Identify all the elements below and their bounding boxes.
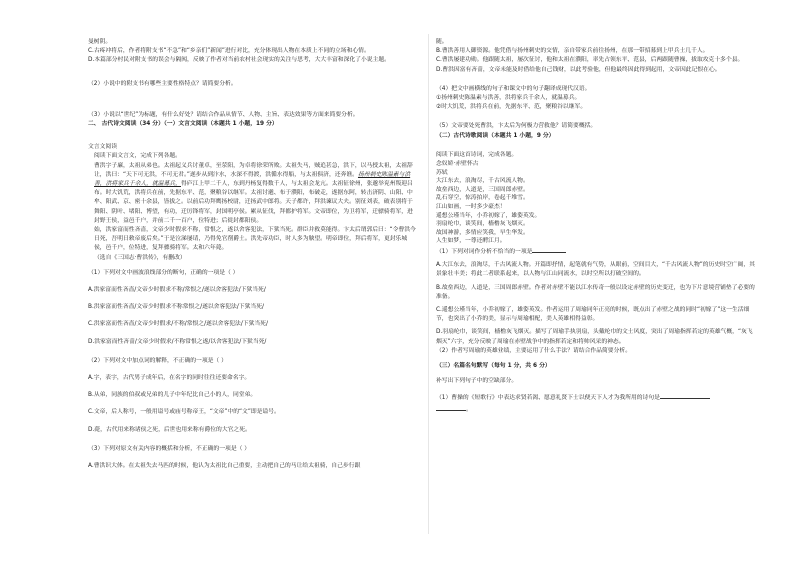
q3-option-c[interactable]: C.曹洪屡建功勋。他跟随太祖，屡次征讨，他和太祖在濮阳，率先占领东平、范县，后两跟随曹操，拔取攻克十多个县。 [436,57,744,64]
question-2: （2）小说中的附支书有哪些主要性格特点？请简要分析。 [88,80,237,87]
answer-blank[interactable] [532,246,566,253]
passage-text: 得庐江上甲二千人，东到丹杨复得数千人，与太祖会龙亢。太祖征徐州，张邈举兖州叛迎吕布。时大饥荒，洪将兵在前，先据东平、范，聚粮谷以继军。太祖讨邈、布于濮阳，布破走，遂据东阿，转击济阴、山阳、中牟、阳武、京、密十余县，皆拔之。以前后功拜鹰扬校尉，迁扬武中郎将。天子都许，拜洪谏议大夫。别征刘表，破表别将于舞阳、阴叶、堵阳、博望，有功，迁厉锋将军，封国明亭侯。累从征伐，拜都护将军。文帝即位，为卫将军，迁骠骑将军，进封野王侯，益邑千户，并前二千一百户，位特进；后徙封都阳侯。 [94,181,413,224]
text-line: 曼树阴。 [88,39,112,45]
option-c: C.古疼冲将后，作者将附支书“不急”和“乡亲们”新闻”进行对比，充分体现出人物在本质上不同的立场和心情。 [88,48,370,55]
poem-q1-option-d[interactable]: D.羽扇纶巾，谈笑间，樯橹灰飞烟灭。描写了周瑜手执羽扇，头戴纶巾的文士风度，突出了周瑜指挥若定的英雄气概，“灰飞烟灭”六字，充分反映了周瑜在赤壁战争中的指挥若定和将帅风采的神态。 [436,329,753,345]
poem-q2-stem: （2）作者写周瑜的英雄业绩，主要运用了什么手法？请结合作品简要分析。 [436,347,631,354]
poem-author: 苏轼 [436,169,448,176]
passage-text: 曹洪字子廉，太祖从弟也。太祖起义兵讨董卓，至荥阳，为卓将徐荣所败。太祖失马，贼追甚急，洪下，以马授太祖，太祖辞让，洪曰：“天下可无洪，不可无君。”遂步从到汴水，水深不得渡，洪循水得船，与太祖俱济，还奔谯。 [94,162,413,178]
fill-1-end: 。 [466,406,472,413]
poem-q1-option-b[interactable]: B.故垒西边，人道是，三国周郎赤壁。作者对赤壁不能以江水传奇一般以设定赤壁的历史变迁，也为下片意境营铺垫了必要的准备。 [436,284,755,300]
q1-option-c[interactable]: C.洪家富而性吝啬/文帝少时假求/不称/常恨之/遂以舍客犯法/下狱当死/ [88,321,268,328]
reading-intro: 阅读下面文言文，完成下列各题。 [94,153,181,160]
underlined-sentence: 扬州刺史陈温素与洪善，洪将家兵千余人，就温募兵， [94,171,411,188]
q2-option-b[interactable]: B.从弟，同族的伯叔或兄弟的儿子中年纪比自己小的人，同堂弟。 [88,392,257,399]
q2-option-a[interactable]: A.字，表字，古代男子成年后，在名字的同时往往还要命名字。 [88,375,251,382]
fill-intro: 补写出下列句子中的空缺部分。 [436,378,518,385]
right-column [436,38,758,415]
section-3-heading: （三）名篇名句默写（每句 1 分，共 6 分） [436,363,551,369]
text-line: 随。 [436,39,448,45]
q4-item-1: ①扬州刺史陈温素与洪善，洪将家兵千余人，就温募兵。 [436,95,581,102]
q2-option-d[interactable]: D.薨，古代用来称诸侯之死，后世也用来称有爵位的大官之死。 [88,426,251,433]
q2-stem: （2）下列对文中加点词的解释，不正确的一项是（ ） [88,357,227,364]
passage-source: （选自《三国志·曹洪传》，有删改） [94,254,186,261]
q1-option-d[interactable]: D.洪家富而性吝啬/文帝少时假求/不称常恨之遂/以舍客犯法/下狱当死/ [88,338,267,345]
q1-stem: （1）下列对文中画波浪线部分的断句，正确的一项是（ ） [88,269,239,276]
question-3: （3）小说以“世纪”为标题，有什么好处？请结合作品从情节、人物、主旨、表达效果等方面来简要分析。 [88,111,359,118]
poem-line: 江山如画，一时多少豪杰！ [436,204,506,210]
fill-1-text: （1）曹操的《短歌行》中表达求贤若渴、愿意礼贤下士以便天下人才为我所用的诗句是 [436,395,660,402]
poem [436,160,758,246]
poem-line: 大江东去，浪淘尽，千古风流人物。 [436,178,529,185]
poem-line: 乱石穿空，惊涛拍岸，卷起千堆雪。 [436,195,529,202]
poem-q1-text: （1）下列对词作分析不恰当的一项是 [436,248,533,255]
q1-option-b[interactable]: B.洪家富而性吝啬/文帝少时假求不称常恨之/遂以舍客犯法/下狱当死/ [88,304,264,311]
q3-option-a[interactable]: A.曹洪识大体。在太祖失去马匹的时候，他认为太祖比自己重要，主动把自己的马让给太祖骑，自己步行跟 [88,463,361,470]
answer-blank[interactable] [436,404,466,411]
poem-section-heading: （二）古代诗歌阅读（本题共 1 小题，9 分） [436,132,555,139]
poem-q1-option-a[interactable]: A.大江东去，浪淘尽，千古风流人物。开篇即抒情，起笔就有气势，从眼前，空间目大，“千古风流人物”的历史时空广阔，其景象壮丰美；将此二者联系起来，以人物与江山同流水，以时空所以打破空间的。 [436,262,755,278]
q4-item-2: ②时大饥荒，洪将兵在前，先据东平、范，聚粮谷以继军。 [436,104,587,111]
passage-paragraph-2: 始，洪家富而性吝啬，文帝少时假求不称，常恨之，遂以舍客犯法，下狱当死。群臣并救莫能得。卞太后谓郭后曰：“令曹洪今日死，吾明日敕帝废后矣。”于是泣涕屡请，乃得免官削爵土。洪先帝功臣，时人多为觖望。明帝即位，拜后将军，更封乐城侯，邑千户，位特进，复拜骠骑将军。太和六年薨。 [94,227,416,252]
left-column [88,38,416,471]
q2-option-c[interactable]: C.文帝，后人称号，一般用谥号或庙号称帝王，“文帝”中的“文”即是谥号。 [88,409,280,416]
poem-q1-stem [436,246,758,257]
poem-line: 羽扇纶巾，谈笑间，樯橹灰飞烟灭。 [436,221,529,228]
q3-option-d[interactable]: D.曹洪因富有吝啬，文帝未能及时借给他自己钱财，以此考验他，但他最终因此得到起用，文帝因此记恨在心。 [436,66,721,73]
reading-title: 文言文阅读 [88,144,117,151]
poem-title: 念奴娇·赤壁怀古 [436,161,479,168]
q4-stem: （4）把文中画横线的句子和课文中的句子翻译成现代汉语。 [436,85,591,92]
poem-q1-option-c[interactable]: C.遥想公瑾当年，小乔初嫁了，雄姿英发。作者运用了周瑜同年正亮的时候，既点出了赤壁之战的同时“初嫁了”这一生活细节，也突出了小乔的美，显示与周瑜相配，美人英雄相得益彰。 [436,306,750,323]
q3-stem: （3）下列对原文有关内容的概括和分析，不正确的一项是（ ） [88,445,251,452]
column-divider [428,34,429,534]
poem-line: 人生如梦，一尊还酹江月。 [436,238,506,245]
passage-paragraph-1 [88,162,416,226]
poem-line: 故国神游，多情应笑我，早生华发。 [436,229,529,236]
section-heading: 二、 古代诗文阅读（34 分）（一）文言文阅读（本题共 1 小题，19 分） [88,121,278,128]
q1-option-a[interactable]: A.洪家富而性吝啬/文帝少时假求不称/常恨之/遂以舍客犯法/下狱当死/ [88,287,266,294]
q5-stem: （5）文帝要处死曹洪，卞太后为何极力营救他？请简要概括。 [436,123,597,130]
poem-line: 故垒西边，人道是，三国周郎赤壁。 [436,186,529,193]
poem-line: 遥想公瑾当年，小乔初嫁了，雄姿英发。 [436,212,541,219]
poem-intro: 阅读下面这首诗词，完成各题。 [436,151,518,158]
fill-question-1 [436,392,758,414]
option-d: D.本篇部分村民对附支书的误会与隔阂，反映了作者对当前农村社会现实的关注与思考，大大丰富和深化了小说主题。 [88,57,390,64]
q3-option-b[interactable]: B.曹洪善用人御资源。他凭借与扬州刺史的交情，亲自带家兵前往扬州，在那一带招募到上甲兵士几千人。 [436,48,709,55]
answer-blank[interactable] [660,392,710,399]
